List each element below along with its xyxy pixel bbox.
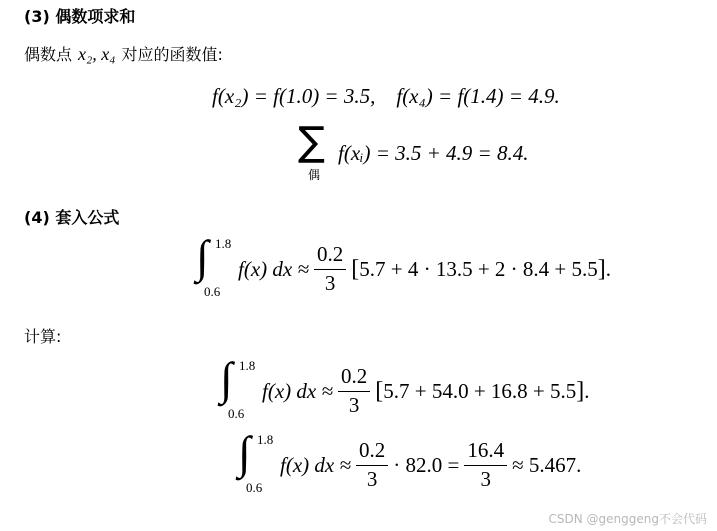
integrand: f(x) dx ≈ — [280, 452, 351, 477]
even-values-equation — [212, 84, 560, 109]
summation-symbol: ∑ 偶 — [298, 119, 325, 182]
compute-equation-1: ∫ 1.8 0.6 f(x) dx ≈ $\frac{0.2}{3}$ [ 5.7 + 54.0 + 16.8 + 5.5 ] . — [220, 353, 590, 421]
even-values-text: f(x₂) = f(1.0) = 3.5, f(x₄) = f(1.4) = 4.9. — [212, 84, 560, 108]
intro-vars: x₂, x₄ — [78, 44, 116, 64]
fraction — [314, 243, 346, 294]
fraction-denominator: 3 — [348, 392, 360, 417]
fraction — [338, 365, 370, 416]
fraction-numerator: 0.2 — [338, 365, 370, 391]
result-fraction — [464, 439, 507, 490]
watermark: CSDN @genggeng不会代码 — [548, 512, 707, 526]
even-sum-text: f(xᵢ) = 3.5 + 4.9 = 8.4. — [338, 140, 529, 165]
simpson-formula: ∫ 1.8 0.6 f(x) dx ≈ $\frac{0.2}{3}$ [ 5.7 + 4 · 13.5 + 2 · 8.4 + 5.5 ] . — [196, 231, 612, 299]
integral-upper: 1.8 — [257, 432, 274, 447]
even-sum-equation — [298, 119, 529, 182]
mid-product: · 82.0 = — [393, 452, 460, 477]
integral-symbol: ∫ 1.8 0.6 — [220, 353, 256, 421]
integral-symbol: ∫ 1.8 0.6 — [196, 231, 232, 299]
fraction-denominator: 3 — [324, 270, 336, 295]
integral-lower: 0.6 — [228, 406, 245, 421]
fraction-numerator: 0.2 — [314, 243, 346, 269]
fraction-denominator: 3 — [366, 466, 378, 491]
integrand: f(x) dx ≈ — [238, 256, 309, 281]
result-value: ≈ 5.467. — [512, 452, 582, 477]
integral-symbol: ∫ 1.8 0.6 — [238, 427, 274, 495]
intro-suffix: 对应的函数值: — [121, 45, 223, 64]
step3-heading: (3) 偶数项求和 — [24, 7, 136, 26]
integrand: f(x) dx ≈ — [262, 378, 333, 403]
bracket-content: 5.7 + 4 · 13.5 + 2 · 8.4 + 5.5 — [359, 256, 598, 281]
integral-upper: 1.8 — [215, 236, 232, 251]
result-denominator: 3 — [480, 466, 491, 491]
fraction-numerator: 0.2 — [356, 439, 388, 465]
compute-heading: 计算: — [24, 327, 62, 346]
fraction — [356, 439, 388, 490]
integral-lower: 0.6 — [246, 480, 263, 495]
integral-upper: 1.8 — [239, 358, 256, 373]
integral-lower: 0.6 — [204, 284, 221, 299]
compute-equation-2 — [238, 427, 582, 495]
intro-prefix: 偶数点 — [24, 45, 73, 64]
bracket-content: 5.7 + 54.0 + 16.8 + 5.5 — [383, 378, 577, 403]
result-numerator: 16.4 — [464, 439, 507, 465]
step4-heading: (4) 套入公式 — [24, 208, 120, 227]
step3-intro — [24, 42, 223, 65]
summation-subscript: 偶 — [308, 168, 321, 182]
